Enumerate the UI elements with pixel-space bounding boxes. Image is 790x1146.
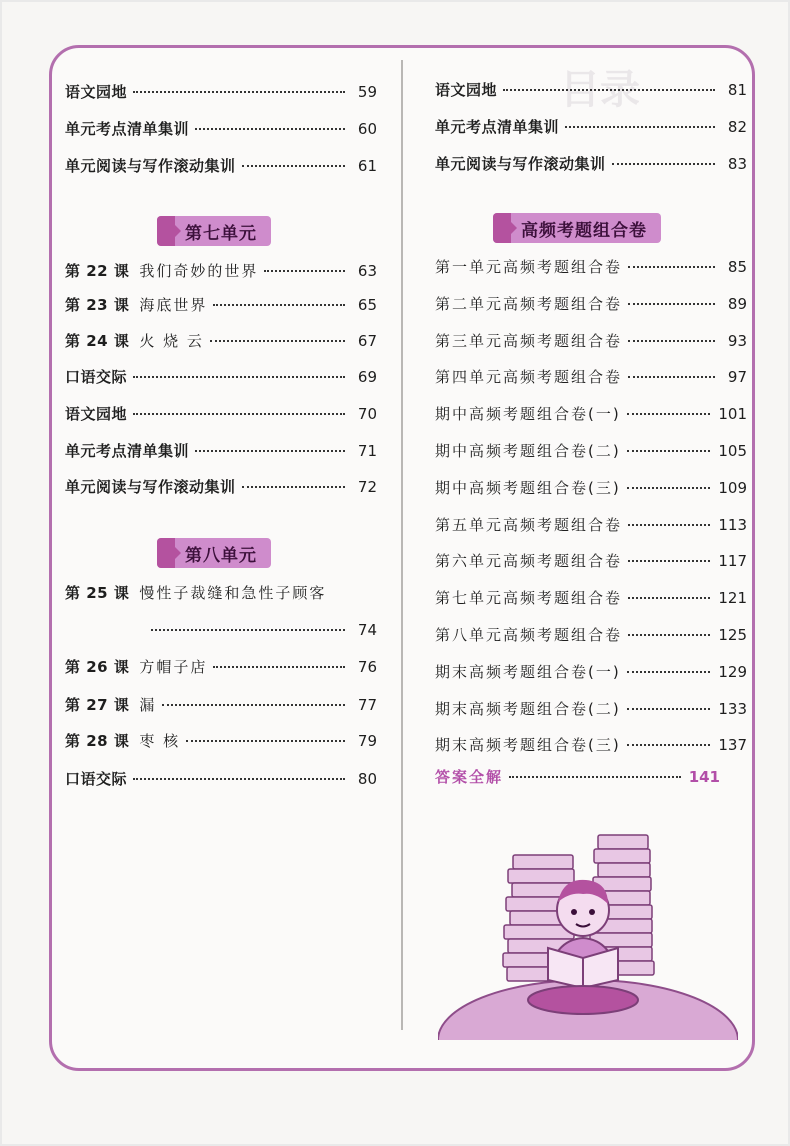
- toc-entry-page: 72: [357, 478, 377, 496]
- toc-entry-title: 单元考点清单集训: [65, 442, 190, 460]
- toc-entry[interactable]: [65, 438, 377, 464]
- toc-leader-dots: [628, 328, 715, 342]
- toc-leader-dots: [627, 438, 711, 452]
- badge-marker: [157, 216, 175, 246]
- column-divider: [401, 60, 403, 1030]
- toc-leader-dots: [133, 401, 345, 415]
- toc-entry[interactable]: [435, 512, 747, 538]
- toc-entry-title: 第五单元高频考题组合卷: [435, 515, 623, 534]
- toc-entry-title: 海底世界: [139, 296, 208, 314]
- toc-leader-dots: [242, 474, 345, 488]
- toc-entry[interactable]: [65, 401, 377, 427]
- toc-entry[interactable]: [65, 692, 377, 718]
- toc-leader-dots: [628, 254, 715, 268]
- toc-entry[interactable]: [435, 696, 747, 722]
- toc-entry-title: 期末高频考题组合卷(三): [435, 736, 621, 755]
- toc-lesson-number: 第 22 课: [65, 262, 130, 280]
- toc-leader-dots: [133, 79, 345, 93]
- toc-leader-dots: [628, 548, 710, 562]
- toc-entry-title: 第六单元高频考题组合卷: [435, 552, 623, 571]
- toc-entry-title: 第八单元高频考题组合卷: [435, 626, 623, 644]
- toc-entry-page: 109: [718, 478, 747, 497]
- toc-lesson-number: 第 26 课: [65, 658, 130, 676]
- toc-entry-page: 125: [718, 626, 747, 644]
- toc-entry-title: 方帽子店: [139, 658, 208, 676]
- toc-entry-title: 口语交际: [65, 368, 128, 386]
- toc-entry-title: 单元阅读与写作滚动集训: [65, 478, 236, 496]
- toc-entry-title: 语文园地: [65, 405, 128, 423]
- toc-leader-dots: [133, 364, 345, 378]
- toc-entry-page: 89: [727, 294, 747, 313]
- toc-entry-title: 语文园地: [435, 81, 498, 99]
- toc-leader-dots: [162, 692, 345, 706]
- toc-leader-dots: [509, 764, 681, 778]
- toc-leader-dots: [195, 116, 345, 130]
- toc-leader-dots: [612, 151, 715, 165]
- toc-entry-title: 单元阅读与写作滚动集训: [65, 157, 236, 175]
- toc-entry[interactable]: [435, 77, 747, 103]
- toc-entry[interactable]: [65, 79, 377, 105]
- toc-entry[interactable]: [65, 654, 377, 680]
- toc-entry[interactable]: [435, 328, 747, 354]
- toc-entry-title: 期中高频考题组合卷(一): [435, 405, 621, 424]
- toc-entry-title: 答案全解: [435, 768, 504, 786]
- toc-entry-page: 63: [357, 262, 377, 280]
- toc-lesson-number: 第 27 课: [65, 696, 130, 714]
- toc-entry-page: 82: [727, 118, 747, 136]
- toc-entry[interactable]: [65, 328, 377, 354]
- toc-entry-page: 80: [357, 770, 377, 788]
- toc-entry[interactable]: [435, 659, 747, 685]
- toc-entry[interactable]: [65, 153, 377, 179]
- toc-entry-page: 67: [357, 332, 377, 350]
- toc-leader-dots: [565, 114, 715, 128]
- toc-entry-title: 慢性子裁缝和急性子顾客: [139, 584, 327, 602]
- toc-entry-page: 81: [727, 81, 747, 99]
- toc-entry-title: 语文园地: [65, 83, 128, 101]
- toc-entry[interactable]: [65, 258, 377, 284]
- toc-entry-title: 漏: [139, 696, 157, 714]
- toc-entry-title: 期中高频考题组合卷(三): [435, 478, 621, 497]
- toc-leader-dots: [151, 617, 345, 631]
- toc-entry-page: 79: [357, 732, 377, 750]
- toc-entry-page: 141: [688, 768, 720, 786]
- toc-entry[interactable]: [435, 585, 747, 611]
- toc-lesson-number: 第 25 课: [65, 584, 130, 602]
- toc-entry-title: 单元阅读与写作滚动集训: [435, 155, 606, 173]
- toc-entry-title: 期末高频考题组合卷(二): [435, 699, 621, 718]
- exam-badge-label: 高频考题组合卷: [521, 220, 647, 241]
- toc-entry[interactable]: [435, 438, 747, 464]
- toc-entry-page: 76: [357, 658, 377, 676]
- toc-entry-page: 97: [727, 368, 747, 387]
- toc-leader-dots: [628, 622, 710, 636]
- toc-entry-title: 单元考点清单集训: [435, 118, 560, 136]
- toc-entry-page: 105: [718, 442, 747, 460]
- toc-entry-title: 第四单元高频考题组合卷: [435, 368, 623, 387]
- toc-entry-title: 第一单元高频考题组合卷: [435, 258, 623, 276]
- toc-leader-dots: [210, 328, 345, 342]
- toc-entry-title: 期末高频考题组合卷(一): [435, 662, 621, 681]
- toc-leader-dots: [628, 585, 710, 599]
- badge-marker: [493, 213, 511, 243]
- toc-leader-dots: [264, 258, 345, 272]
- toc-entry[interactable]: [435, 291, 747, 317]
- toc-entry-page: 77: [357, 696, 377, 714]
- toc-entry-title: 第二单元高频考题组合卷: [435, 294, 623, 313]
- toc-entry-page: 69: [357, 368, 377, 386]
- toc-lesson-number: 第 24 课: [65, 332, 130, 350]
- toc-leader-dots: [627, 475, 711, 489]
- toc-entry-page: 74: [357, 621, 377, 639]
- toc-leader-dots: [628, 364, 715, 378]
- toc-leader-dots: [627, 732, 711, 746]
- toc-leader-dots: [627, 696, 711, 710]
- toc-entry-page: 70: [357, 405, 377, 423]
- toc-entry[interactable]: [435, 732, 747, 758]
- toc-entry[interactable]: [435, 364, 747, 390]
- toc-entry[interactable]: [435, 254, 747, 280]
- toc-leader-dots: [503, 77, 715, 91]
- toc-lesson-number: 第 28 课: [65, 732, 130, 750]
- toc-leader-dots: [628, 512, 710, 526]
- toc-leader-dots: [133, 766, 345, 780]
- toc-entry[interactable]: [435, 622, 747, 648]
- toc-leader-dots: [195, 438, 345, 452]
- toc-entry-title: 火 烧 云: [139, 332, 204, 350]
- toc-leader-dots: [213, 654, 345, 668]
- toc-entry-page: 117: [718, 552, 747, 571]
- toc-entry-page: 61: [357, 157, 377, 175]
- toc-entry-page: 133: [718, 699, 747, 718]
- toc-entry-title: 枣 核: [139, 732, 181, 750]
- toc-entry[interactable]: [435, 401, 747, 427]
- toc-entry-page: 121: [718, 589, 747, 608]
- toc-entry-page: 60: [357, 120, 377, 138]
- toc-entry-page: 85: [727, 258, 747, 276]
- toc-entry-page: 65: [357, 296, 377, 314]
- toc-entry-title: 期中高频考题组合卷(二): [435, 442, 621, 460]
- toc-entry-title: 单元考点清单集训: [65, 120, 190, 138]
- toc-entry-page: 129: [718, 662, 747, 681]
- toc-entry-title: 第三单元高频考题组合卷: [435, 331, 623, 350]
- toc-lesson-number: 第 23 课: [65, 296, 130, 314]
- toc-entry[interactable]: [65, 580, 377, 606]
- unit8-badge-label: 第八单元: [185, 545, 257, 566]
- toc-entry[interactable]: [65, 728, 377, 754]
- toc-leader-dots: [213, 292, 345, 306]
- toc-entry-page: 83: [727, 155, 747, 173]
- toc-entry[interactable]: [435, 548, 747, 574]
- toc-entry-page: 71: [357, 442, 377, 460]
- toc-entry-page: 101: [718, 405, 747, 424]
- toc-entry-answers[interactable]: [435, 764, 720, 790]
- toc-leader-dots: [627, 401, 711, 415]
- toc-entry[interactable]: [145, 617, 377, 643]
- toc-entry-title: 口语交际: [65, 770, 128, 788]
- toc-entry-page: 93: [727, 331, 747, 350]
- toc-entry-title: 我们奇妙的世界: [139, 262, 259, 280]
- toc-entry-title: 第七单元高频考题组合卷: [435, 589, 623, 608]
- toc-entry[interactable]: [435, 475, 747, 501]
- bleed-through-text: 目录: [560, 67, 640, 113]
- toc-entry[interactable]: [65, 474, 377, 500]
- toc-entry[interactable]: [435, 114, 747, 140]
- toc-entry[interactable]: [65, 292, 377, 318]
- toc-leader-dots: [628, 291, 715, 305]
- unit7-badge-label: 第七单元: [185, 223, 257, 244]
- exam-badge: [493, 213, 661, 243]
- badge-marker: [157, 538, 175, 568]
- toc-entry[interactable]: [435, 151, 747, 177]
- unit8-badge: [157, 538, 271, 568]
- toc-entry-page: 113: [718, 515, 747, 534]
- toc-entry-page: 137: [718, 736, 747, 755]
- toc-leader-dots: [186, 728, 345, 742]
- toc-entry[interactable]: [65, 116, 377, 142]
- toc-entry[interactable]: [65, 766, 377, 792]
- toc-leader-dots: [627, 659, 711, 673]
- toc-leader-dots: [242, 153, 345, 167]
- unit7-badge: [157, 216, 271, 246]
- reading-child-illustration: [438, 830, 738, 1040]
- toc-entry-page: 59: [357, 83, 377, 101]
- toc-entry[interactable]: [65, 364, 377, 390]
